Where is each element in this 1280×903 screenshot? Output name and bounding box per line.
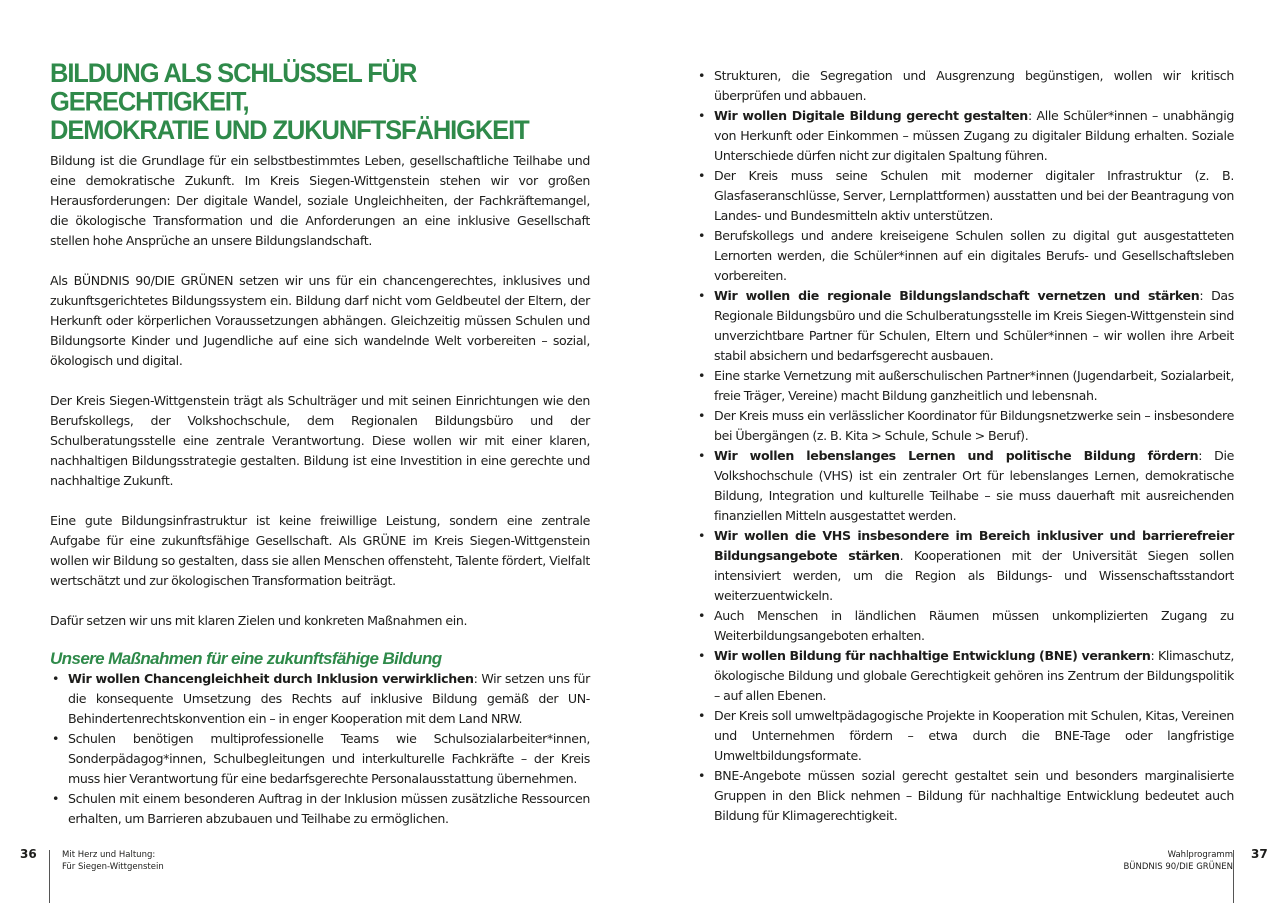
left-column	[50, 60, 590, 829]
bullet-icon: •	[698, 108, 706, 123]
list-item-text: Schulen benötigen multiprofessionelle Teams wie Schulsozialarbeiter*innen, Sonderpädagog*innen, Schulbegleitungen und interkulturelle Fachkräfte – der Kreis muss hier Verantwortung für eine bedarfsgerechte Personalausstattung übernehmen.	[68, 731, 590, 786]
list-item-bold: Wir wollen Chancengleichheit durch Inklusion verwirklichen	[68, 671, 474, 686]
bullet-icon: •	[698, 608, 706, 623]
right-column	[696, 66, 1234, 826]
list-item	[50, 729, 590, 789]
list-item-text: Der Kreis muss ein verlässlicher Koordinator für Bildungsnetzwerke sein – insbesondere bei Übergängen (z. B. Kita > Schule, Schule > Beruf).	[714, 408, 1234, 443]
list-item-text: Auch Menschen in ländlichen Räumen müssen unkomplizierten Zugang zu Weiterbildungsangeboten erhalten.	[714, 608, 1234, 643]
list-item-text: : Die Volkshochschule (VHS) ist ein zentraler Ort für lebenslanges Lernen, demokratische Bildung, Integration und kulturelle Teilhabe – sie muss dauerhaft mit ausreichenden finanziellen Mitteln ausgestattet werden.	[714, 448, 1234, 523]
list-item-text: . Kooperationen mit der Universität Siegen sollen intensiviert werden, um die Region als Bildungs- und Wissenschaftsstandort weiterzuentwickeln.	[714, 548, 1234, 603]
page-number-left: 36	[20, 847, 37, 861]
list-item-text: : Wir setzen uns für die konsequente Umsetzung des Rechts auf inklusive Bildung gemäß der UN-Behindertenrechtskonvention ein – in enger Kooperation mit dem Land NRW.	[68, 671, 590, 726]
list-item-text: Eine starke Vernetzung mit außerschulischen Partner*innen (Jugendarbeit, Sozialarbeit, freie Träger, Vereine) macht Bildung ganzheitlich und lebensnah.	[714, 368, 1234, 403]
paragraph-ziele: Dafür setzen wir uns mit klaren Zielen und konkreten Maßnahmen ein.	[50, 613, 468, 628]
list-item-text: Der Kreis muss seine Schulen mit moderner digitaler Infrastruktur (z. B. Glasfaseranschlüsse, Server, Lernplattformen) ausstatten und bei der Beantragung von Landes- und Bundesmitteln aktiv unterstützen.	[714, 168, 1234, 223]
list-item-bold: Wir wollen die regionale Bildungslandschaft vernetzen und stärken	[714, 288, 1200, 303]
paragraph-kreis: Der Kreis Siegen-Wittgenstein trägt als Schulträger und mit seinen Einrichtungen wie den Berufskollegs, der Volkshochschule, dem Regionalen Bildungsbüro und der Schulberatungsstelle eine zentrale Verantwortung. Diese wollen wir mit einer klaren, nachhaltigen Bildungsstrategie gestalten. Bildung ist eine Investition in eine gerechte und nachhaltige Zukunft.	[50, 393, 590, 488]
page-number-right: 37	[1251, 847, 1268, 861]
bullet-icon: •	[698, 68, 706, 83]
page-title	[50, 60, 590, 145]
list-item	[50, 669, 590, 729]
list-item-bold: Wir wollen die VHS insbesondere im Bereich inklusiver und barrierefreier Bildungsangebote stärken	[714, 528, 1234, 563]
list-item-bold: Wir wollen lebenslanges Lernen und politische Bildung fördern	[714, 448, 1199, 463]
list-item	[50, 789, 590, 829]
bullet-icon: •	[698, 768, 706, 783]
bullet-icon: •	[698, 708, 706, 723]
right-page	[640, 0, 1280, 903]
footer-caption-left	[62, 849, 164, 873]
list-item-text: Strukturen, die Segregation und Ausgrenzung begünstigen, wollen wir kritisch überprüfen und abbauen.	[714, 68, 1234, 103]
list-item	[696, 406, 1234, 446]
bullet-icon: •	[698, 228, 706, 243]
left-bullet-list	[50, 669, 590, 829]
list-item-text: Der Kreis soll umweltpädagogische Projekte in Kooperation mit Schulen, Kitas, Vereinen und Unternehmen fördern – etwa durch die BNE-Tage oder langfristige Umweltbildungsformate.	[714, 708, 1234, 763]
list-item-bold: Wir wollen Digitale Bildung gerecht gestalten	[714, 108, 1028, 123]
list-item-text: Berufskollegs und andere kreiseigene Schulen sollen zu digital gut ausgestatteten Lernorten werden, die Schüler*innen auf ein digitales Berufs- und Gesellschaftsleben vorbereiten.	[714, 228, 1234, 283]
right-bullet-list	[696, 66, 1234, 826]
footer-caption-right	[1123, 849, 1233, 873]
footer-line-1: Mit Herz und Haltung:	[62, 850, 156, 860]
bullet-icon: •	[698, 288, 706, 303]
list-item-text: : Alle Schüler*innen – unabhängig von Herkunft oder Einkommen – müssen Zugang zu digitaler Bildung erhalten. Soziale Unterschiede dürfen nicht zur digitalen Spaltung führen.	[714, 108, 1234, 163]
bullet-icon: •	[52, 731, 60, 746]
footer-line-2: BÜNDNIS 90/DIE GRÜNEN	[1123, 862, 1233, 872]
list-item-text: Schulen mit einem besonderen Auftrag in der Inklusion müssen zusätzliche Ressourcen erhalten, um Barrieren abzubauen und Teilhabe zu ermöglichen.	[68, 791, 590, 826]
list-item	[696, 166, 1234, 226]
title-line-1: BILDUNG ALS SCHLÜSSEL FÜR GERECHTIGKEIT,	[50, 58, 417, 117]
bullet-icon: •	[698, 528, 706, 543]
list-item-text: BNE-Angebote müssen sozial gerecht gestaltet sein und besonders marginalisierte Gruppen in den Blick nehmen – Bildung für nachhaltige Entwicklung bedeutet auch Bildung für Klimagerechtigkeit.	[714, 768, 1234, 823]
footer-divider-left	[49, 850, 50, 903]
footer-divider-right	[1233, 850, 1234, 903]
section-subheading: Unsere Maßnahmen für eine zukunftsfähige Bildung	[50, 649, 442, 668]
list-item	[696, 606, 1234, 646]
list-item	[696, 446, 1234, 526]
list-item	[696, 646, 1234, 706]
bullet-icon: •	[698, 168, 706, 183]
list-item	[696, 366, 1234, 406]
paragraph-gruene: Als BÜNDNIS 90/DIE GRÜNEN setzen wir uns für ein chancengerechtes, inklusives und zukunftsgerichtetes Bildungssystem ein. Bildung darf nicht vom Geldbeutel der Eltern, der Herkunft oder körperlichen Voraussetzungen abhängen. Gleichzeitig müssen Schulen und Bildungsorte Kinder und Jugendliche auf eine sich wandelnde Welt vorbereiten – sozial, ökologisch und digital.	[50, 273, 590, 368]
title-line-2: DEMOKRATIE UND ZUKUNFTSFÄHIGKEIT	[50, 115, 529, 146]
list-item	[696, 66, 1234, 106]
bullet-icon: •	[698, 408, 706, 423]
list-item	[696, 706, 1234, 766]
list-item	[696, 286, 1234, 366]
footer-line-2: Für Siegen-Wittgenstein	[62, 862, 164, 872]
list-item	[696, 526, 1234, 606]
bullet-icon: •	[698, 368, 706, 383]
bullet-icon: •	[698, 448, 706, 463]
list-item	[696, 106, 1234, 166]
footer-line-1: Wahlprogramm	[1167, 850, 1233, 860]
list-item	[696, 226, 1234, 286]
bullet-icon: •	[52, 791, 60, 806]
intro-paragraph: Bildung ist die Grundlage für ein selbstbestimmtes Leben, gesellschaftliche Teilhabe und eine demokratische Zukunft. Im Kreis Siegen-Wittgenstein stehen wir vor großen Herausforderungen: Der digitale Wandel, soziale Ungleichheiten, der Fachkräftemangel, die ökologische Transformation und die Anforderungen an eine inklusive Gesellschaft stellen hohe Ansprüche an unsere Bildungslandschaft.	[50, 153, 590, 248]
list-item	[696, 766, 1234, 826]
list-item-text: : Das Regionale Bildungsbüro und die Schulberatungsstelle im Kreis Siegen-Wittgenstein sind unverzichtbare Partner für Schulen, Eltern und Schüler*innen – wir wollen ihre Arbeit stabil absichern und bedarfsgerecht ausbauen.	[714, 288, 1234, 363]
paragraph-infrastruktur: Eine gute Bildungsinfrastruktur ist keine freiwillige Leistung, sondern eine zentrale Aufgabe für eine zukunftsfähige Gesellschaft. Als GRÜNE im Kreis Siegen-Wittgenstein wollen wir Bildung so gestalten, dass sie allen Menschen offensteht, Talente fördert, Vielfalt wertschätzt und zur ökologischen Transformation beiträgt.	[50, 513, 590, 588]
list-item-bold: Wir wollen Bildung für nachhaltige Entwicklung (BNE) verankern	[714, 648, 1151, 663]
bullet-icon: •	[698, 648, 706, 663]
list-item-text: : Klimaschutz, ökologische Bildung und globale Gerechtigkeit gehören ins Zentrum der Bildungspolitik – auf allen Ebenen.	[714, 648, 1234, 703]
bullet-icon: •	[52, 671, 60, 686]
